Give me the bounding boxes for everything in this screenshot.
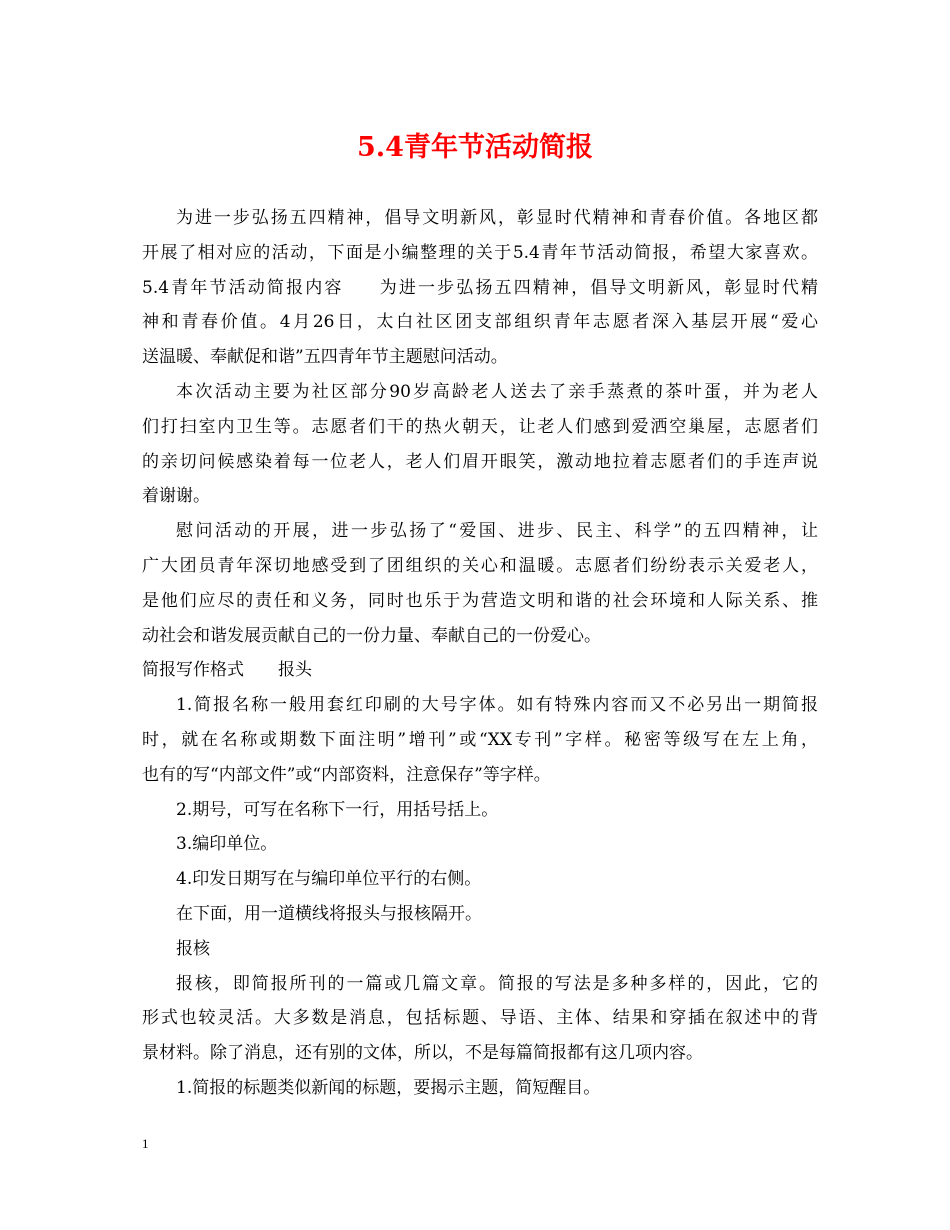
- text-line: 神和青春价值。4月26日，太白社区团支部组织青年志愿者深入基层开展“爱心: [142, 312, 818, 333]
- subheading-body: 报核: [176, 938, 210, 959]
- text-line: 4.印发日期写在与编印单位平行的右侧。: [176, 869, 482, 890]
- section-heading-content: 5.4青年节活动简报内容: [142, 277, 344, 298]
- text-fragment: 为进一步弘扬五四精神，倡导文明新风，彰显时代精: [377, 277, 818, 298]
- text-line: 动社会和谐发展贡献自己的一份力量、奉献自己的一份爱心。: [142, 625, 601, 646]
- text-line: 为进一步弘扬五四精神，倡导文明新风，彰显时代精神和青春价值。各地区都: [176, 208, 818, 228]
- text-line: 1.简报名称一般用套红印刷的大号字体。如有特殊内容而又不必另出一期简报: [176, 695, 818, 716]
- text-line: 3.编印单位。: [176, 834, 278, 855]
- text-line: 在下面，用一道横线将报头与报核隔开。: [176, 903, 482, 924]
- subheading-masthead: 报头: [278, 660, 312, 681]
- text-line: 的亲切问候感染着每一位老人，老人们眉开眼笑，激动地拉着志愿者们的手连声说: [142, 451, 818, 472]
- text-line: 着谢谢。: [142, 486, 210, 507]
- text-line: 送温暖、奉献促和谐”五四青年节主题慰问活动。: [142, 347, 508, 368]
- text-line: 2.期号，可写在名称下一行，用括号括上。: [176, 799, 499, 820]
- text-line: 广大团员青年深切地感受到了团组织的关心和温暖。志愿者们纷纷表示关爱老人，: [142, 555, 818, 576]
- page-number: 1: [142, 1136, 149, 1151]
- text-line-combined: [142, 271, 818, 306]
- text-line: 是他们应尽的责任和义务，同时也乐于为营造文明和谐的社会环境和人际关系、推: [142, 590, 818, 611]
- section-heading-format: 简报写作格式: [142, 660, 244, 681]
- text-line: 报核，即简报所刊的一篇或几篇文章。简报的写法是多种多样的，因此，它的: [176, 973, 818, 994]
- text-line: 景材料。除了消息，还有别的文体，所以，不是每篇简报都有这几项内容。: [142, 1043, 703, 1064]
- text-line: 慰问活动的开展，进一步弘扬了“爱国、进步、民主、科学”的五四精神，让: [176, 521, 818, 542]
- text-line: 也有的写“内部文件”或“内部资料，注意保存”等字样。: [142, 764, 551, 785]
- text-line: 开展了相对应的活动，下面是小编整理的关于5.4青年节活动简报，希望大家喜欢。: [142, 242, 818, 263]
- document-title: 5.4青年节活动简报: [357, 132, 593, 163]
- text-line: 们打扫室内卫生等。志愿者们干的热火朝天，让老人们感到爱洒空巢屋，志愿者们: [142, 416, 818, 437]
- text-line: 本次活动主要为社区部分90岁高龄老人送去了亲手蒸煮的茶叶蛋，并为老人: [176, 381, 818, 402]
- text-line: 1.简报的标题类似新闻的标题，要揭示主题，简短醒目。: [176, 1077, 601, 1098]
- text-line-combined: [142, 653, 818, 688]
- text-line: 形式也较灵活。大多数是消息，包括标题、导语、主体、结果和穿插在叙述中的背: [142, 1008, 818, 1029]
- text-line: 时，就在名称或期数下面注明”增刊”或“XX专刊”字样。秘密等级写在左上角，: [142, 729, 818, 750]
- document-body: [142, 201, 818, 1106]
